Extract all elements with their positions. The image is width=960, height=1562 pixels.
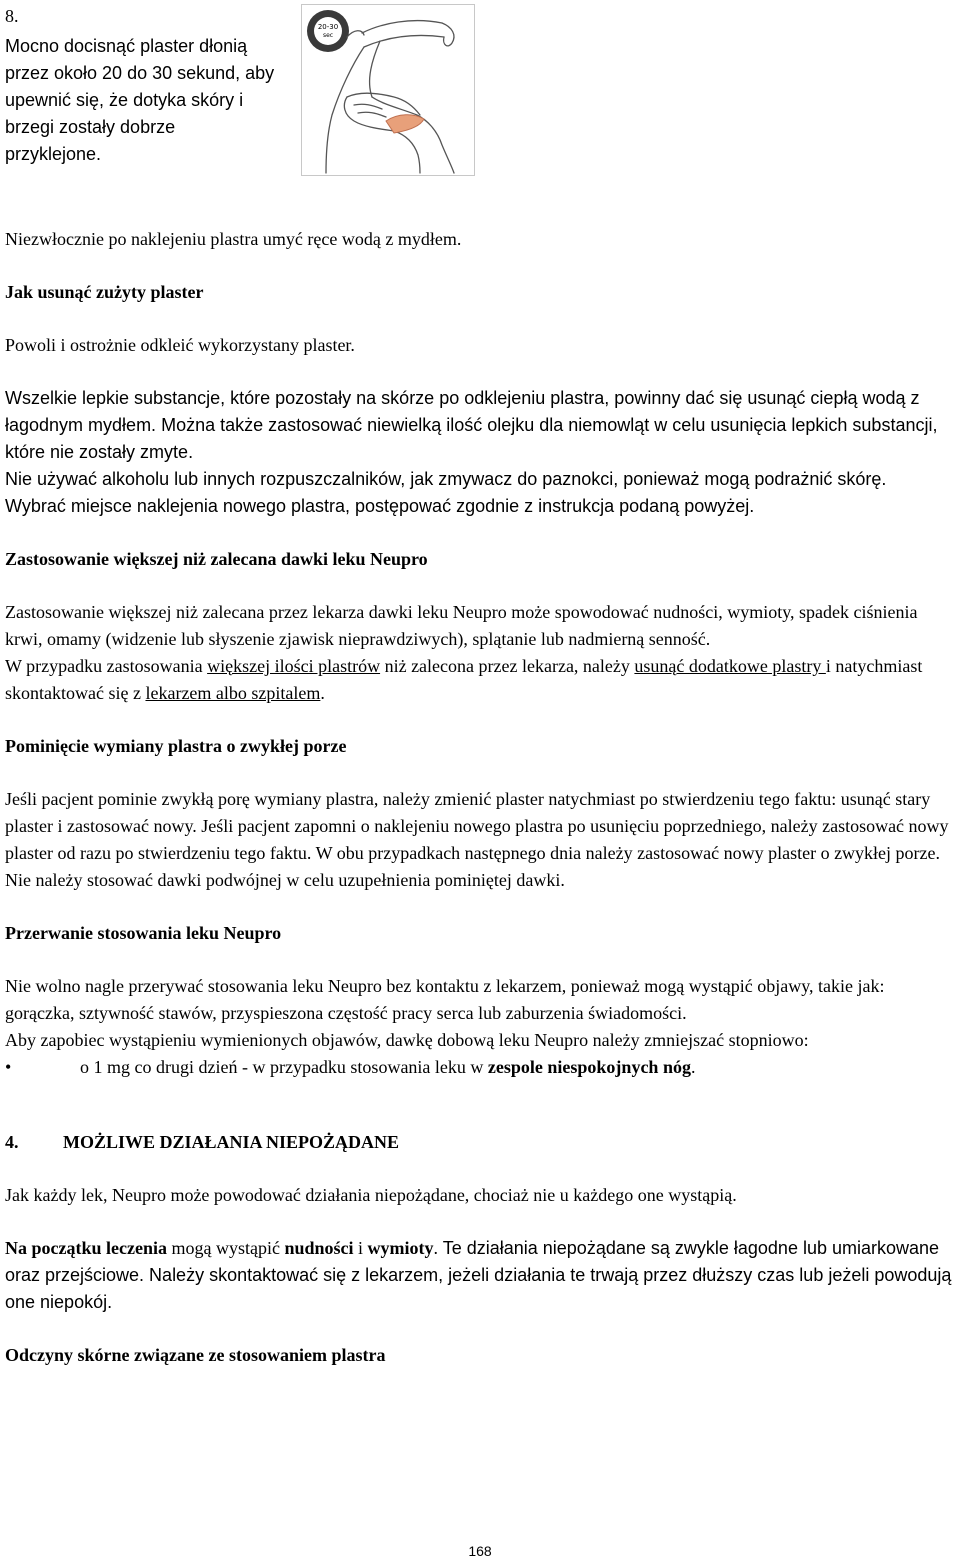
bullet-text [80, 1054, 695, 1081]
overdose-text-4: . [320, 683, 325, 703]
remove-paragraph-1: Powoli i ostrożnie odkleić wykorzystany plaster. [5, 335, 355, 355]
remove-paragraph-2 [5, 385, 955, 466]
bold-start-of-treatment: Na początku leczenia [5, 1238, 167, 1258]
step-text: Mocno docisnąć plaster dłonią przez około 20 do 30 sekund, aby upewnić się, że dotyka skóry i brzegi zostały dobrze przyklejone. [5, 36, 275, 164]
timer-icon [307, 10, 349, 52]
remove-paragraph-2b: Można także zastosować niewielką ilość olejku dla niemowląt w celu usunięcia lepkich substancji, które nie zostały zmyte. [5, 415, 938, 462]
step-number: 8. [5, 6, 19, 26]
overdose-paragraph-1: Zastosowanie większej niż zalecana przez lekarza dawki leku Neupro może spowodować nudności, wymioty, spadek ciśnienia krwi, omamy (widzenie lub słyszenie zjawisk nieprawdziwych), splątanie lub nadmierną senność. [5, 602, 918, 649]
p2-text-2: i [353, 1238, 368, 1258]
bullet-text-bold: zespole niespokojnych nóg [487, 1057, 691, 1077]
svg-text:sec: sec [322, 32, 334, 39]
section-4-title: MOŻLIWE DZIAŁANIA NIEPOŻĄDANE [63, 1132, 400, 1152]
plaster-patch [386, 115, 424, 133]
plaster-illustration [301, 4, 475, 176]
overdose-heading: Zastosowanie większej niż zalecana dawki leku Neupro [5, 549, 428, 569]
overdose-underline-doctor: lekarzem albo szpitalem [145, 683, 321, 703]
overdose-text-3: i natychmiast skontaktować się z [5, 656, 923, 703]
section-4-heading [5, 1129, 955, 1156]
p2-text-3: . [433, 1238, 439, 1258]
bullet-text-end: . [690, 1057, 696, 1077]
overdose-paragraph-2 [5, 653, 955, 707]
document-body [5, 226, 955, 1369]
bullet-icon: • [5, 1057, 12, 1077]
remove-paragraph-2a: Wszelkie lepkie substancje, które pozostały na skórze po odklejeniu plastra, powinny dać się usunąć ciepłą wodą z łagodnym mydłem. [5, 388, 920, 435]
remove-heading: Jak usunąć zużyty plaster [5, 282, 204, 302]
stopping-paragraph-2: Aby zapobiec wystąpieniu wymienionych objawów, dawkę dobową leku Neupro należy zmniejszać stopniowo: [5, 1030, 809, 1050]
bold-vomiting: wymioty [367, 1238, 434, 1258]
remove-paragraph-4: Wybrać miejsce naklejenia nowego plastra, postępować zgodnie z instrukcja podaną powyżej. [5, 496, 755, 516]
overdose-text-2: niż zalecona przez lekarza, należy [380, 656, 635, 676]
section-4-number: 4. [5, 1132, 19, 1152]
bold-nausea: nudności [284, 1238, 354, 1258]
wash-hands-text: Niezwłocznie po naklejeniu plastra umyć ręce wodą z mydłem. [5, 229, 462, 249]
arm-pressing-illustration [302, 5, 474, 175]
missed-paragraph: Jeśli pacjent pominie zwykłą porę wymiany plastra, należy zmienić plaster natychmiast po stwierdzeniu tego faktu: usunąć stary plaster i zastosować nowy. Jeśli pacjent zapomni o naklejeniu nowego plastra po usunięciu poprzedniego, należy zastosować nowy plaster od razu po stwierdzeniu tego faktu. W obu przypadkach następnego dnia należy zastosować nowy plaster o zwykłej porze. Nie należy stosować dawki podwójnej w celu uzupełnienia pominiętej dawki. [5, 789, 949, 890]
bullet-text-main: o 1 mg co drugi dzień - w przypadku stosowania leku w [80, 1057, 488, 1077]
section-4-paragraph-2 [5, 1235, 955, 1316]
overdose-underline-remove: usunąć dodatkowe plastry [634, 656, 826, 676]
stopping-paragraph-1: Nie wolno nagle przerywać stosowania leku Neupro bez kontaktu z lekarzem, ponieważ mogą wystąpić objawy, takie jak: gorączka, sztywność stawów, przyspieszona częstość pracy serca lub zaburzenia świadomości. [5, 976, 885, 1023]
p2-text-1: mogą wystąpić [166, 1238, 285, 1258]
svg-text:20-30: 20-30 [317, 23, 339, 31]
p2-rest: Te działania niepożądane są zwykle łagodne lub umiarkowane oraz przejściowe. Należy skontaktować się z lekarzem, jeżeli działania te trwają przez dłuższy czas lub jeżeli powodują one niepokój. [5, 1238, 952, 1312]
overdose-underline-more-plasters: większej ilości plastrów [207, 656, 381, 676]
stopping-heading: Przerwanie stosowania leku Neupro [5, 923, 282, 943]
overdose-text-1: W przypadku zastosowania [5, 656, 208, 676]
section-4-paragraph-1: Jak każdy lek, Neupro może powodować działania niepożądane, chociaż nie u każdego one wystąpią. [5, 1185, 737, 1205]
stopping-bullet-item [5, 1054, 955, 1081]
missed-heading: Pominięcie wymiany plastra o zwykłej porze [5, 736, 347, 756]
page-number: 168 [468, 1543, 492, 1559]
skin-reactions-heading: Odczyny skórne związane ze stosowaniem plastra [5, 1345, 386, 1365]
remove-paragraph-3: Nie używać alkoholu lub innych rozpuszczalników, jak zmywacz do paznokci, ponieważ mogą podrażnić skórę. [5, 469, 887, 489]
